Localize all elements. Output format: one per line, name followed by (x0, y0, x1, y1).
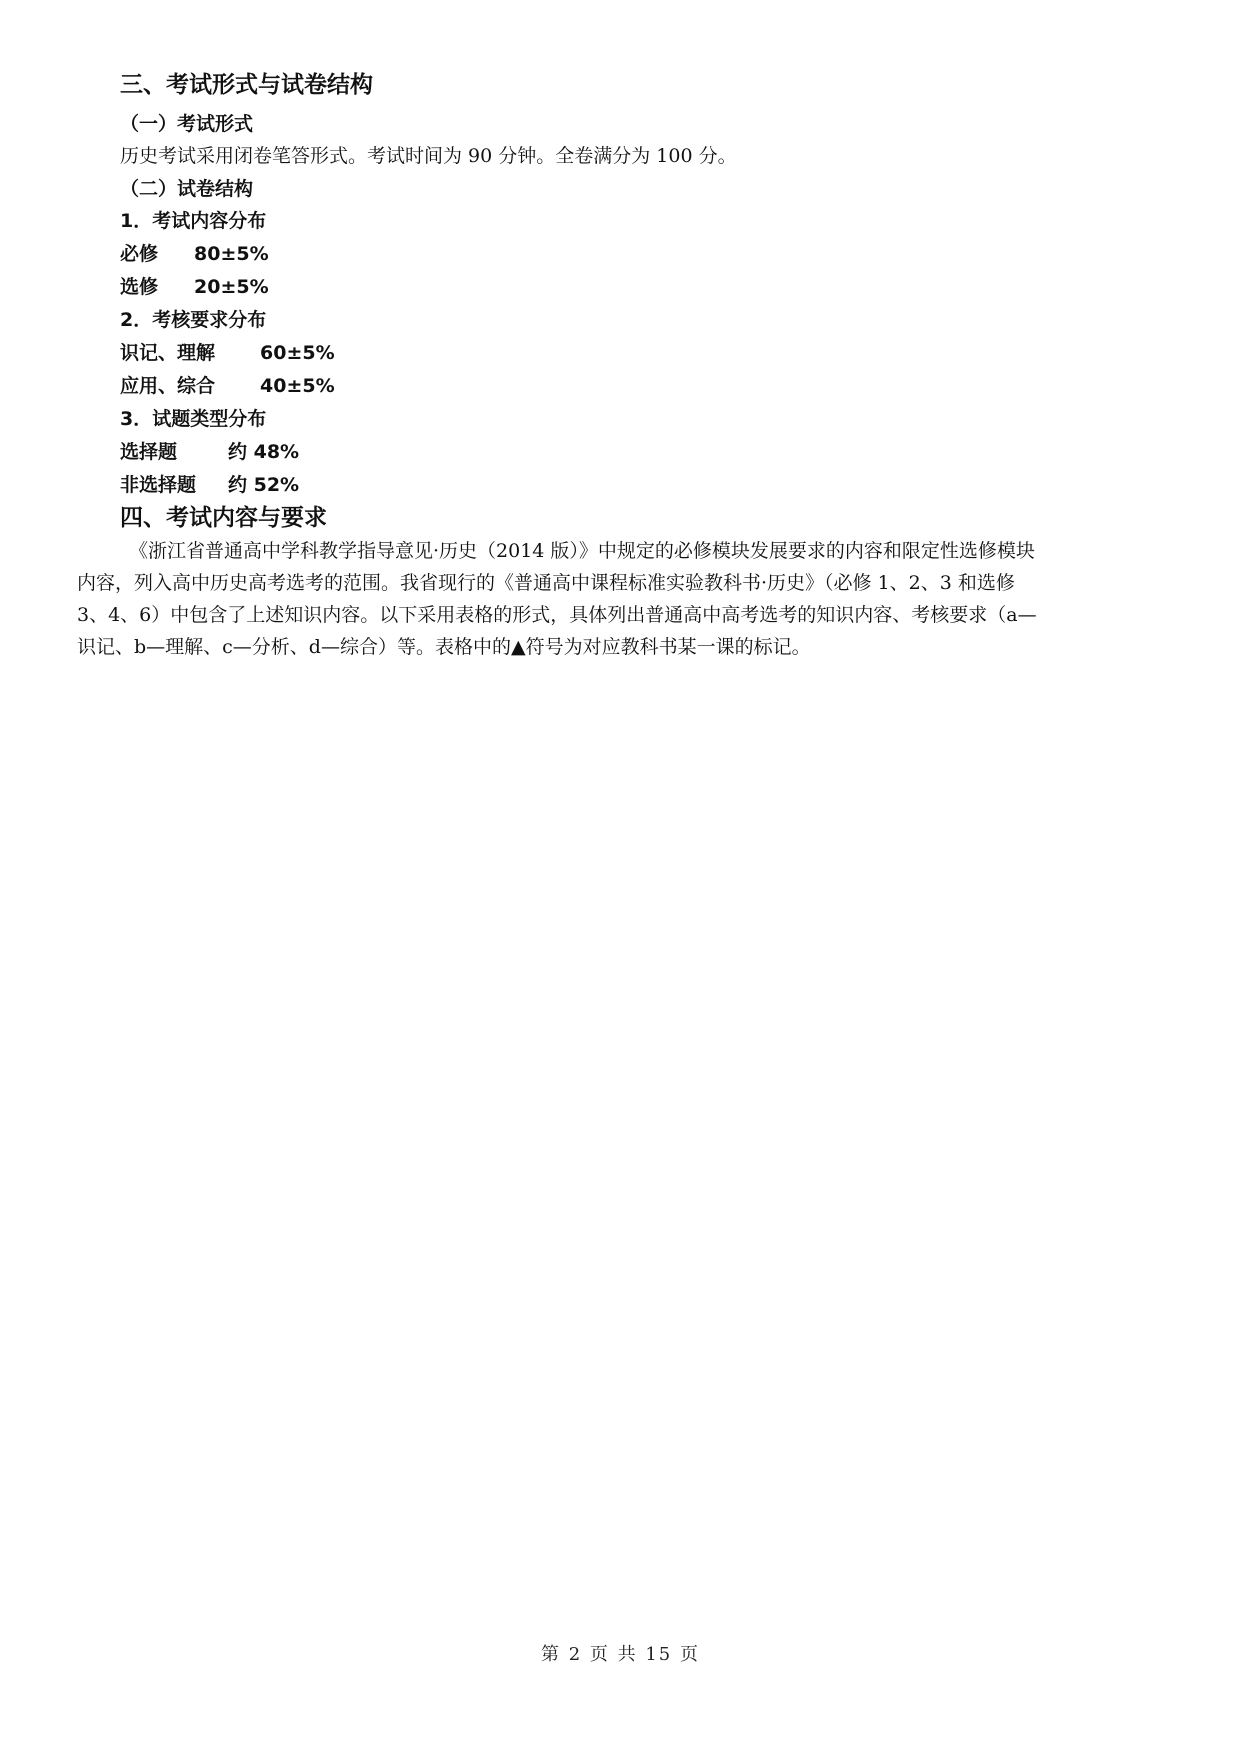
item-value: 40±5% (260, 375, 335, 397)
exam-form-text: 历史考试采用闭卷笔答形式。考试时间为 90 分钟。全卷满分为 100 分。 (120, 145, 737, 167)
assessment-distribution-title: 2．考核要求分布 (120, 309, 267, 331)
section-3-title: 三、考试形式与试卷结构 (120, 72, 373, 98)
section-4-paragraph (77, 535, 1169, 663)
item-label: 非选择题 (120, 474, 197, 496)
paragraph-line: 3、4、6）中包含了上述知识内容。以下采用表格的形式，具体列出普通高中高考选考的知识内容、考核要求（a— (77, 604, 1037, 626)
item-label: 选择题 (120, 441, 178, 463)
paragraph-line: 《浙江省普通高中学科教学指导意见·历史（2014 版）》中规定的必修模块发展要求的内容和限定性选修模块 (129, 540, 1035, 562)
item-value: 60±5% (260, 342, 335, 364)
question-type-distribution-title: 3．试题类型分布 (120, 408, 267, 430)
content-distribution-title: 1．考试内容分布 (120, 210, 267, 232)
item-value: 80±5% (194, 243, 269, 265)
paragraph-line: 识记、b—理解、c—分析、d—综合）等。表格中的▲符号为对应教科书某一课的标记。 (77, 636, 811, 658)
paragraph-line: 内容，列入高中历史高考选考的范围。我省现行的《普通高中课程标准实验教科书·历史》（必修 1、2、3 和选修 (77, 572, 1015, 594)
section-4-title: 四、考试内容与要求 (120, 505, 327, 531)
page-number-footer: 第 2 页 共 15 页 (541, 1644, 700, 1665)
type-dist-item (120, 476, 299, 495)
assess-dist-item (120, 344, 335, 363)
subsection-paper-structure-title: （二）试卷结构 (120, 178, 254, 200)
item-value: 约 48% (228, 441, 300, 463)
item-value: 约 52% (228, 474, 300, 496)
item-label: 选修 (120, 276, 159, 298)
item-label: 必修 (120, 243, 159, 265)
item-label: 识记、理解 (120, 342, 216, 364)
item-value: 20±5% (194, 276, 269, 298)
type-dist-item (120, 443, 299, 462)
item-label: 应用、综合 (120, 375, 216, 397)
content-dist-item (120, 245, 269, 264)
subsection-exam-form-title: （一）考试形式 (120, 113, 254, 135)
assess-dist-item (120, 377, 335, 396)
content-dist-item (120, 278, 269, 297)
